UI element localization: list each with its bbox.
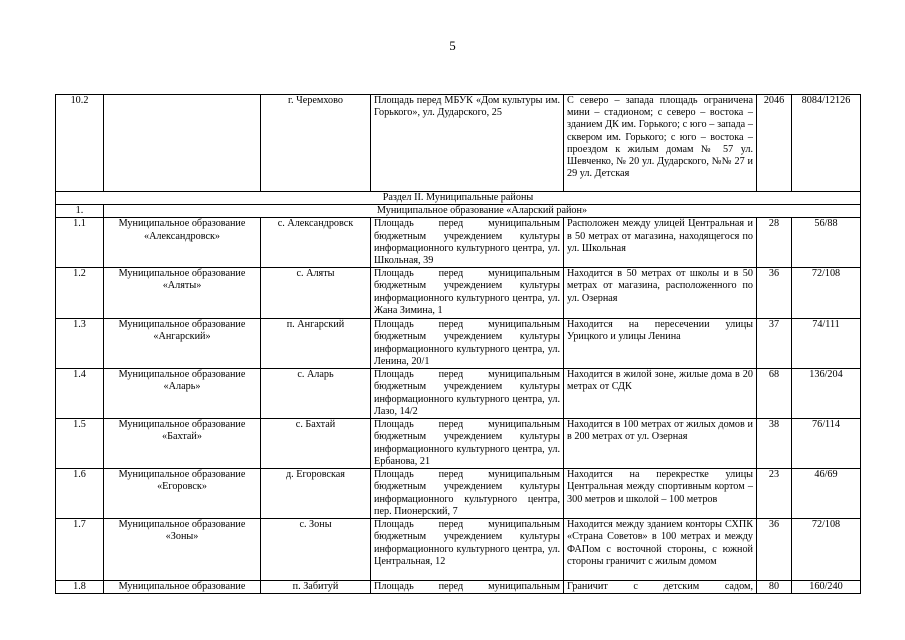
- capacity-value: 8084/12126: [792, 95, 861, 192]
- settlement: п. Забитуй: [261, 581, 371, 594]
- place-boundaries: Находится между зданием конторы СХПК «Страна Советов» в 100 метрах и между ФАПом с восточной стороны, с южной стороны граничит с жилым домом: [564, 519, 757, 581]
- row-number: 1.4: [56, 369, 104, 419]
- place-boundaries: Расположен между улицей Центральная и в 50 метрах от магазина, находящегося по ул. Школьная: [564, 218, 757, 268]
- place-boundaries: Находится на пересечении улицы Урицкого и улицы Ленина: [564, 319, 757, 369]
- capacity-value: 72/108: [792, 268, 861, 319]
- place-boundaries: Находится в 100 метрах от жилых домов и в 200 метрах от ул. Озерная: [564, 419, 757, 469]
- municipal-entity: Муниципальное образование «Егоровск»: [104, 469, 261, 519]
- place-description: Площадь перед муниципальным бюджетным учреждением культуры информационного культурного центра, ул. Ербанова, 21: [371, 419, 564, 469]
- district-name: Муниципальное образование «Аларский район»: [104, 205, 861, 218]
- place-description: Площадь перед муниципальным бюджетным учреждением культуры информационного культурного центра, ул. Школьная, 39: [371, 218, 564, 268]
- place-description: Площадь перед муниципальным бюджетным учреждением культуры информационного культурного центра, ул. Лазо, 14/2: [371, 369, 564, 419]
- places-table: [55, 94, 861, 594]
- capacity-value: 56/88: [792, 218, 861, 268]
- place-description: Площадь перед муниципальным: [371, 581, 564, 594]
- table-row: [56, 469, 861, 519]
- row-number: 1.3: [56, 319, 104, 369]
- section-title: Раздел II. Муниципальные районы: [56, 192, 861, 205]
- table-row: [56, 319, 861, 369]
- capacity-value: 74/111: [792, 319, 861, 369]
- municipal-entity: Муниципальное образование «Ангарский»: [104, 319, 261, 369]
- area-value: 2046: [757, 95, 792, 192]
- row-number: 10.2: [56, 95, 104, 192]
- place-boundaries: С северо – запада площадь ограничена мини – стадионом; с северо – востока – зданием ДК им. Горького; с юго – запада –сквером им. Горького; с юго – востока – проездом к жилым домам № 57 ул. Шевченко, № 20 ул. Дударского, №№ 27 и 29 ул. Детская: [564, 95, 757, 192]
- place-boundaries: Находится в жилой зоне, жилые дома в 20 метрах от СДК: [564, 369, 757, 419]
- row-number: 1.2: [56, 268, 104, 319]
- place-boundaries: Находится в 50 метрах от школы и в 50 метрах от магазина, расположенного по ул. Озерная: [564, 268, 757, 319]
- area-value: 68: [757, 369, 792, 419]
- row-number: 1.7: [56, 519, 104, 581]
- settlement: г. Черемхово: [261, 95, 371, 192]
- municipal-entity: Муниципальное образование «Бахтай»: [104, 419, 261, 469]
- table-row: [56, 268, 861, 319]
- municipal-entity: Муниципальное образование: [104, 581, 261, 594]
- page-number: 5: [449, 38, 456, 53]
- row-number: 1.8: [56, 581, 104, 594]
- capacity-value: 76/114: [792, 419, 861, 469]
- row-number: 1.1: [56, 218, 104, 268]
- place-boundaries: Находится на перекрестке улицы Центральная между спортивным кортом – 300 метров и школой – 100 метров: [564, 469, 757, 519]
- table-row: [56, 95, 861, 192]
- area-value: 36: [757, 268, 792, 319]
- district-row: [56, 205, 861, 218]
- settlement: с. Бахтай: [261, 419, 371, 469]
- settlement: с. Аларь: [261, 369, 371, 419]
- capacity-value: 46/69: [792, 469, 861, 519]
- area-value: 23: [757, 469, 792, 519]
- district-number: 1.: [56, 205, 104, 218]
- capacity-value: 160/240: [792, 581, 861, 594]
- table-row: [56, 218, 861, 268]
- settlement: с. Зоны: [261, 519, 371, 581]
- municipal-entity: Муниципальное образование «Зоны»: [104, 519, 261, 581]
- area-value: 28: [757, 218, 792, 268]
- area-value: 37: [757, 319, 792, 369]
- municipal-entity: Муниципальное образование «Аларь»: [104, 369, 261, 419]
- place-description: Площадь перед муниципальным бюджетным учреждением культуры информационного культурного центра, ул. Ленина, 20/1: [371, 319, 564, 369]
- capacity-value: 136/204: [792, 369, 861, 419]
- municipal-entity: Муниципальное образование «Аляты»: [104, 268, 261, 319]
- row-number: 1.5: [56, 419, 104, 469]
- place-description: Площадь перед муниципальным бюджетным учреждением культуры информационного культурного центра, пер. Пионерский, 7: [371, 469, 564, 519]
- municipal-entity: Муниципальное образование «Александровск»: [104, 218, 261, 268]
- capacity-value: 72/108: [792, 519, 861, 581]
- area-value: 80: [757, 581, 792, 594]
- area-value: 36: [757, 519, 792, 581]
- municipal-entity: [104, 95, 261, 192]
- table-row: [56, 581, 861, 594]
- table-row: [56, 419, 861, 469]
- row-number: 1.6: [56, 469, 104, 519]
- settlement: д. Егоровская: [261, 469, 371, 519]
- table-row: [56, 369, 861, 419]
- place-description: Площадь перед муниципальным бюджетным учреждением культуры информационного культурного центра, ул. Жана Зимина, 1: [371, 268, 564, 319]
- settlement: с. Александровск: [261, 218, 371, 268]
- place-description: Площадь перед МБУК «Дом культуры им. Горького», ул. Дударского, 25: [371, 95, 564, 192]
- settlement: с. Аляты: [261, 268, 371, 319]
- place-description: Площадь перед муниципальным бюджетным учреждением культуры информационного культурного центра, ул. Центральная, 12: [371, 519, 564, 581]
- place-boundaries: Граничит с детским садом,: [564, 581, 757, 594]
- area-value: 38: [757, 419, 792, 469]
- section-row: [56, 192, 861, 205]
- settlement: п. Ангарский: [261, 319, 371, 369]
- table-row: [56, 519, 861, 581]
